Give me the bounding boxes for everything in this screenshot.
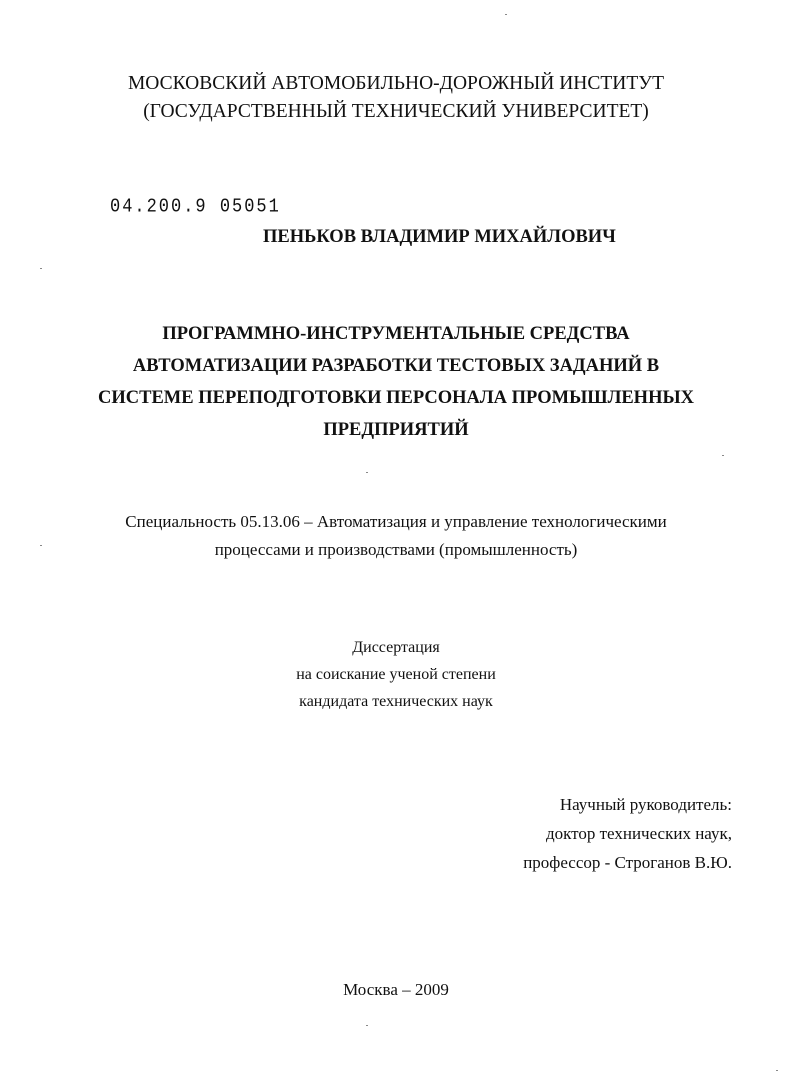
title-line: ПРЕДПРИЯТИЙ: [323, 420, 469, 440]
scan-speck: [366, 1025, 368, 1026]
title-line: СИСТЕМЕ ПЕРЕПОДГОТОВКИ ПЕРСОНАЛА ПРОМЫШЛЕННЫХ: [98, 388, 694, 408]
institution-block: [0, 70, 792, 126]
institution-subtitle: (ГОСУДАРСТВЕННЫЙ ТЕХНИЧЕСКИЙ УНИВЕРСИТЕТ): [143, 101, 649, 122]
specialty-line: Специальность 05.13.06 – Автоматизация и управление технологическими: [125, 512, 667, 531]
registry-stamp: 04.200.9 05051: [110, 196, 281, 219]
degree-line: на соискание ученой степени: [296, 666, 496, 683]
dissertation-label: Диссертация: [352, 639, 440, 656]
dissertation-title: [0, 318, 792, 446]
scan-speck: [366, 472, 368, 473]
scan-speck: [40, 545, 42, 546]
supervisor-block: [523, 790, 732, 877]
title-line: ПРОГРАММНО-ИНСТРУМЕНТАЛЬНЫЕ СРЕДСТВА: [162, 324, 630, 344]
institution-name: МОСКОВСКИЙ АВТОМОБИЛЬНО-ДОРОЖНЫЙ ИНСТИТУТ: [127, 73, 665, 94]
specialty-block: [0, 508, 792, 564]
scan-speck: [722, 455, 724, 456]
degree-line: кандидата технических наук: [299, 693, 493, 710]
scan-speck: [776, 1070, 778, 1071]
supervisor-name: профессор - Строганов В.Ю.: [523, 853, 732, 872]
supervisor-label: Научный руководитель:: [559, 795, 732, 814]
place-year: Москва – 2009: [343, 980, 449, 999]
scan-speck: [505, 14, 507, 15]
specialty-line: процессами и производствами (промышленность): [214, 540, 578, 559]
supervisor-degree: доктор технических наук,: [545, 824, 732, 843]
author-name: ПЕНЬКОВ ВЛАДИМИР МИХАЙЛОВИЧ: [263, 227, 616, 247]
scan-speck: [40, 268, 42, 269]
title-line: АВТОМАТИЗАЦИИ РАЗРАБОТКИ ТЕСТОВЫХ ЗАДАНИЙ В: [132, 356, 660, 376]
dissertation-block: [0, 634, 792, 715]
